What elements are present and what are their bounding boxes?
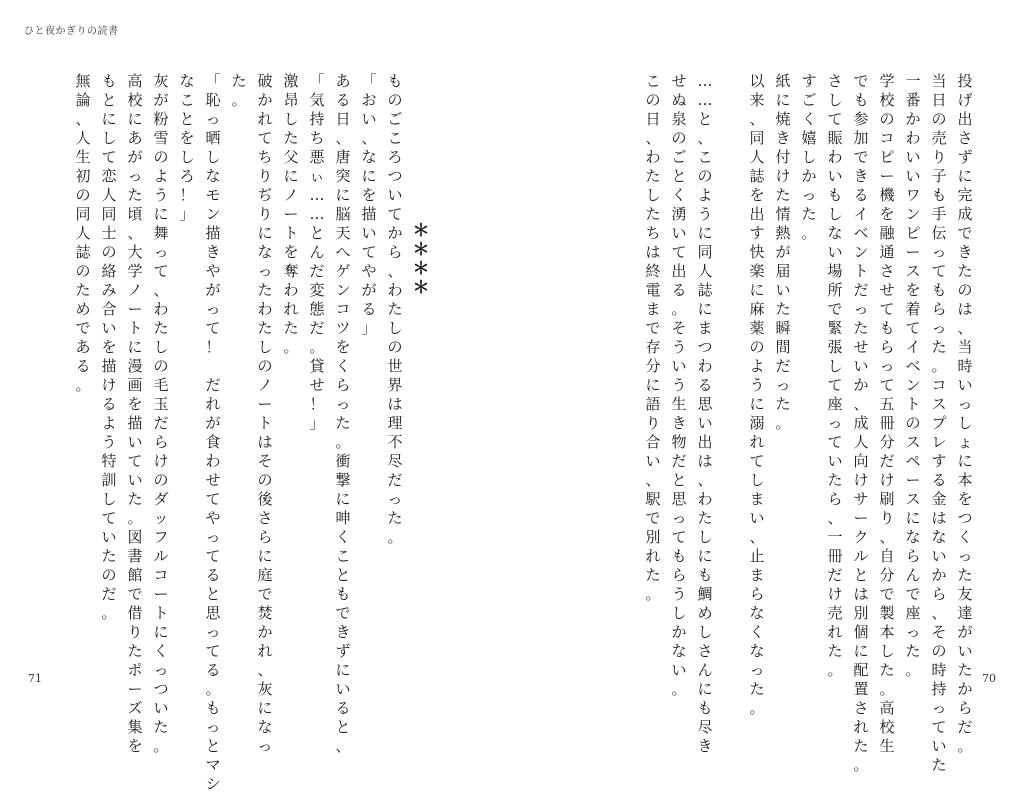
page-number-left: 71 [28,672,42,685]
text-column: 当 日 の 売 り 子 も 手 伝 っ て も ら っ た 。 コ ス プ レ す る 金 は な い か ら 、 そ の 時 持 っ て い た [931,72,947,774]
text-column: 「 気 持 ち 悪 ぃ … … と ん だ 変 態 だ 。 貸 せ ！ 」 [309,72,325,432]
text-column: 灰 が 粉 雪 の よ う に 舞 っ て 、 わ た し の 毛 玉 だ ら け の ダ ッ フ ル コ ー ト に く っ つ い た 。 [153,72,169,755]
section-break: ＊ ＊ ＊ ＊ [412,221,430,298]
text-column: あ る 日 、 唐 突 に 脳 天 へ ゲ ン コ ツ を く ら っ た 。 衝 撃 に 呻 く こ と も で き ず に い る と 、 [335,72,351,755]
text-column: 「 恥 っ 晒 し な モ ン 描 き や が っ て ！ だ れ が 食 わ せ て や っ て る と 思 っ て る 。 も っ と マ シ [205,72,221,793]
text-column: こ の 日 、 わ た し た ち は 終 電 ま で 存 分 に 語 り 合 い 、 駅 で 別 れ た 。 [645,72,661,603]
text-column: も と に し て 恋 人 同 士 の 絡 み 合 い を 描 け る よ う 特 訓 し て い た の だ 。 [101,72,117,622]
text-column: 一 番 か わ い い ワ ン ピ ー ス を 着 て イ ベ ン ト の ス ペ ー ス に な ら ん で 座 っ た 。 [905,72,921,679]
left-page [50,72,460,793]
text-column: 投 げ 出 さ ず に 完 成 で き た の は 、 当 時 い っ し ょ に 本 を つ く っ た 友 達 が い た か ら だ 。 [957,72,973,755]
text-column: で も 参 加 で き る イ ベ ン ト だ っ た せ い か 、 成 人 向 け サ ー ク ル と は 別 個 に 配 置 さ れ た 。 [853,72,869,774]
text-column: 以 来 、 同 人 誌 を 出 す 快 楽 に 麻 薬 の よ う に 溺 れ て し ま い 、 止 ま ら な く な っ た 。 [749,72,765,717]
text-column: 激 昂 し た 父 に ノ ー ト を 奪 わ れ た 。 [283,72,299,356]
text-column: 無 論 、 人 生 初 の 同 人 誌 の た め で あ る 。 [75,72,91,394]
text-column: な こ と を し ろ ！ 」 [179,72,195,223]
text-column: 紙 に 焼 き 付 け た 情 熱 が 届 い た 瞬 間 だ っ た 。 [775,72,791,432]
text-column: 高 校 に あ が っ た 頃 、 大 学 ノ ー ト に 漫 画 を 描 い て い た 。 図 書 館 で 借 り た ポ ー ズ 集 を [127,72,143,755]
running-head: ひと夜かぎりの読書 [24,26,119,37]
text-column: … … と 、 こ の よ う に 同 人 誌 に ま つ わ る 思 い 出 は 、 わ た し に も 鯛 め し さ ん に も 尽 き [697,72,713,755]
page-number-right: 70 [982,672,996,685]
text-column: せ ぬ 泉 の ご と く 湧 い て 出 る 。 そ う い う 生 き 物 だ と 思 っ て も ら う し か な い 。 [671,72,687,698]
text-column: 破 か れ て ち り ぢ り に な っ た わ た し の ノ ー ト は そ の 後 さ ら に 庭 で 焚 か れ 、 灰 に な っ [257,72,273,755]
text-column: 学 校 の コ ピ ー 機 を 融 通 さ せ て も ら っ て 五 冊 分 だ け 刷 り 、 自 分 で 製 本 し た 。 高 校 生 [879,72,895,755]
right-page [608,72,978,774]
text-column: す ご く 嬉 し か っ た 。 [801,72,817,242]
text-column: さ し て 賑 わ い も し な い 場 所 で 緊 張 し て 座 っ て い た ら 、 一 冊 だ け 売 れ た 。 [827,72,843,679]
text-column [718,72,744,672]
text-column: 「 お い 、 な に を 描 い て や が る 」 [361,72,377,337]
text-column: も の ご こ ろ つ い て か ら 、 わ た し の 世 界 は 理 不 尽 だ っ た 。 [387,72,403,546]
text-column: た 。 [231,72,247,109]
